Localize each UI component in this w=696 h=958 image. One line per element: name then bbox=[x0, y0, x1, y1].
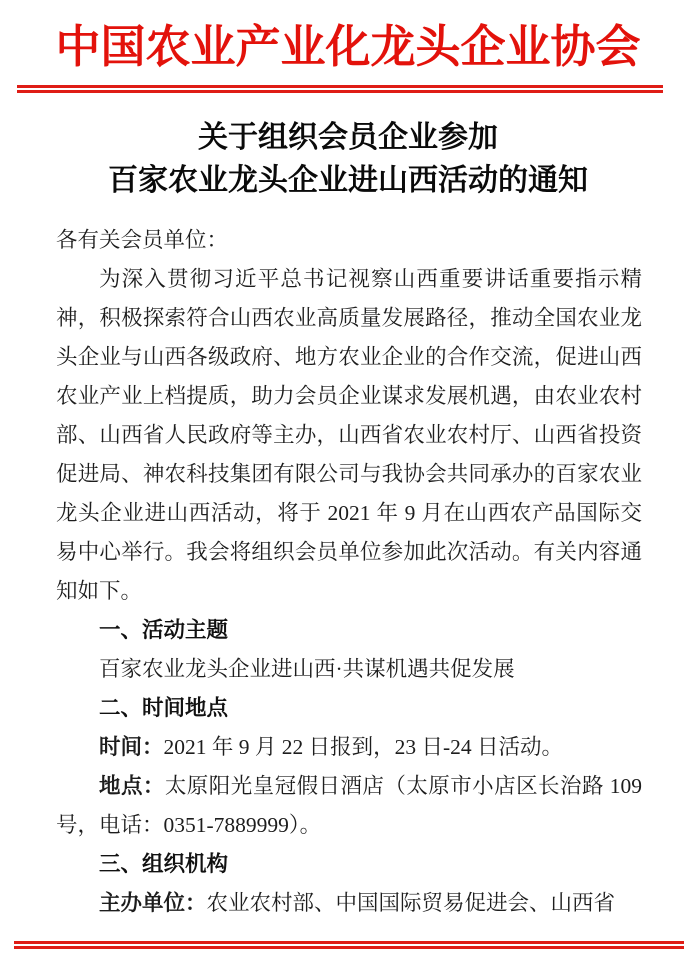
letterhead-double-rule bbox=[17, 85, 663, 93]
section1-theme: 百家农业龙头企业进山西·共谋机遇共促发展 bbox=[99, 657, 515, 681]
salutation: 各有关会员单位： bbox=[56, 228, 229, 252]
footer-double-rule bbox=[14, 941, 684, 949]
place-value: 太原阳光皇冠假日酒店（太原市小店区长治路 109 号，电话：0351-7889999）。 bbox=[56, 774, 642, 837]
letterhead-org-name: 中国农业产业化龙头企业协会 bbox=[55, 22, 641, 72]
section2-heading: 二、时间地点 bbox=[99, 696, 229, 720]
section3-heading: 三、组织机构 bbox=[99, 852, 229, 876]
document-title-line1: 关于组织会员企业参加 bbox=[198, 121, 498, 154]
organizer-line bbox=[56, 884, 642, 923]
place-label: 地点： bbox=[99, 774, 165, 798]
document-title bbox=[0, 116, 696, 202]
organizer-label: 主办单位： bbox=[99, 891, 207, 915]
intro-paragraph: 为深入贯彻习近平总书记视察山西重要讲话重要指示精神，积极探索符合山西农业高质量发展路径，推动全国农业龙头企业与山西各级政府、地方农业企业的合作交流，促进山西农业产业上档提质，助力会员企业谋求发展机遇，由农业农村部、山西省人民政府等主办，山西省农业农村厅、山西省投资促进局、神农科技集团有限公司与我协会共同承办的百家农业龙头企业进山西活动，将于 2021 年 9 月在山西农产品国际交易中心举行。我会将组织会员单位参加此次活动。有关内容通知如下。 bbox=[56, 267, 642, 603]
section1-heading: 一、活动主题 bbox=[99, 618, 229, 642]
place-line bbox=[56, 767, 642, 845]
time-label: 时间： bbox=[99, 735, 164, 759]
document-body bbox=[56, 221, 642, 923]
document-title-line2: 百家农业龙头企业进山西活动的通知 bbox=[108, 164, 588, 197]
organizer-value: 农业农村部、中国国际贸易促进会、山西省 bbox=[206, 891, 616, 915]
time-line bbox=[56, 728, 642, 767]
time-value: 2021 年 9 月 22 日报到，23 日-24 日活动。 bbox=[163, 735, 564, 759]
